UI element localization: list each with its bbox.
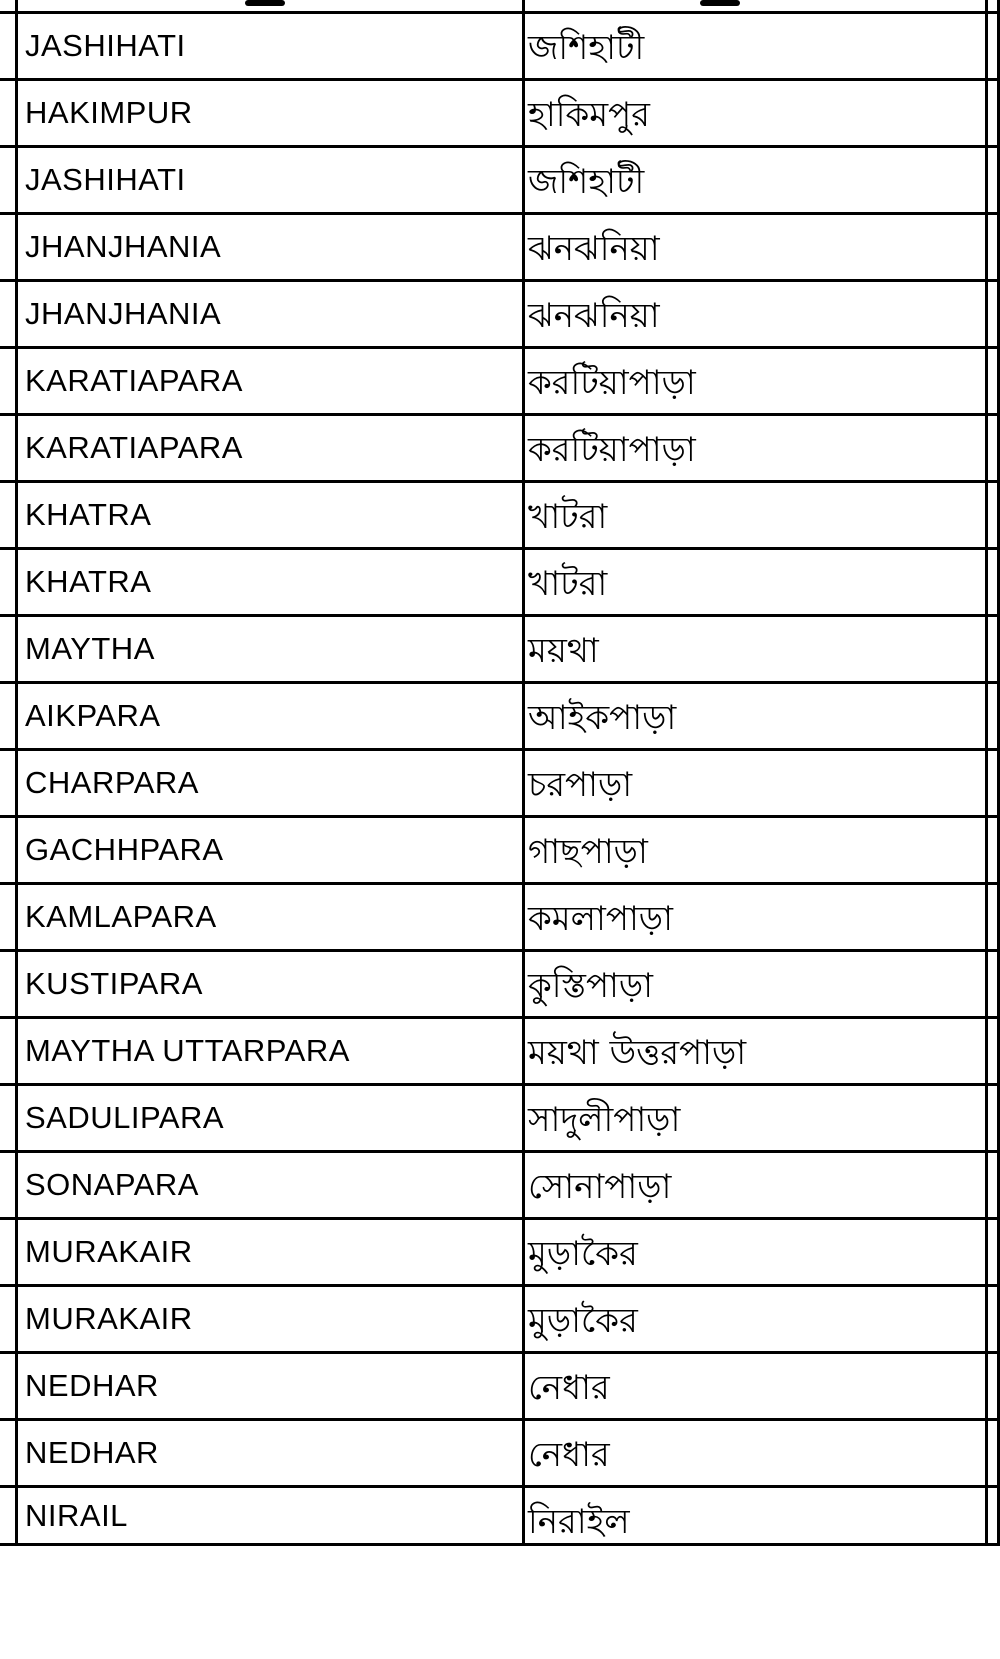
english-name-cell: AIKPARA — [25, 698, 161, 733]
table-row — [0, 1488, 1000, 1546]
bengali-name-cell: কমলাপাড়া — [528, 899, 673, 939]
english-name-cell: MURAKAIR — [25, 1301, 193, 1336]
english-name-cell: NIRAIL — [25, 1497, 128, 1533]
table-row — [0, 751, 1000, 818]
bengali-name-cell: জশিহাটী — [528, 28, 645, 68]
english-name-cell: NEDHAR — [25, 1368, 159, 1403]
english-name-cell: KARATIAPARA — [25, 430, 243, 465]
table-left-border — [15, 0, 18, 1546]
bengali-name-cell: মুড়াকৈর — [528, 1301, 638, 1341]
header-text-fragment — [245, 0, 285, 6]
bengali-name-cell: জশিহাটী — [528, 162, 645, 202]
english-name-cell: SONAPARA — [25, 1167, 199, 1202]
table-right-border — [985, 0, 988, 1546]
bengali-name-cell: খাটরা — [528, 497, 608, 537]
bengali-name-cell: চরপাড়া — [528, 765, 633, 805]
table-row — [0, 215, 1000, 282]
bengali-name-cell: সাদুলীপাড়া — [528, 1100, 681, 1140]
english-name-cell: JHANJHANIA — [25, 296, 222, 331]
english-name-cell: MURAKAIR — [25, 1234, 193, 1269]
table-row — [0, 148, 1000, 215]
header-text-fragment — [700, 0, 740, 6]
bengali-name-cell: হাকিমপুর — [528, 95, 650, 135]
english-name-cell: KHATRA — [25, 497, 152, 532]
table-row — [0, 282, 1000, 349]
table-row — [0, 1220, 1000, 1287]
english-name-cell: KAMLAPARA — [25, 899, 217, 934]
english-name-cell: KHATRA — [25, 564, 152, 599]
english-name-cell: HAKIMPUR — [25, 95, 193, 130]
english-name-cell: GACHHPARA — [25, 832, 224, 867]
bengali-name-cell: গাছপাড়া — [528, 832, 648, 872]
table-row — [0, 1354, 1000, 1421]
bengali-name-cell: ময়থা উত্তরপাড়া — [528, 1033, 747, 1073]
english-name-cell: JHANJHANIA — [25, 229, 222, 264]
english-name-cell: MAYTHA UTTARPARA — [25, 1033, 350, 1068]
table-row — [0, 1086, 1000, 1153]
english-name-cell: SADULIPARA — [25, 1100, 225, 1135]
bengali-name-cell: নেধার — [528, 1368, 610, 1408]
table-row — [0, 885, 1000, 952]
english-name-cell: KUSTIPARA — [25, 966, 203, 1001]
english-name-cell: NEDHAR — [25, 1435, 159, 1470]
table-row — [0, 684, 1000, 751]
english-name-cell: CHARPARA — [25, 765, 199, 800]
table-row — [0, 952, 1000, 1019]
english-name-cell: MAYTHA — [25, 631, 155, 666]
table-row — [0, 1153, 1000, 1220]
bengali-name-cell: করটিয়াপাড়া — [528, 430, 696, 470]
bengali-name-cell: নেধার — [528, 1435, 610, 1475]
bengali-name-cell: নিরাইল — [528, 1502, 630, 1542]
english-name-cell: JASHIHATI — [25, 162, 186, 197]
bengali-name-cell: ময়থা — [528, 631, 599, 671]
table-row — [0, 550, 1000, 617]
bengali-name-cell: ঝনঝনিয়া — [528, 296, 660, 336]
bengali-name-cell: করটিয়াপাড়া — [528, 363, 696, 403]
table-column-divider — [522, 0, 525, 1546]
table-row — [0, 416, 1000, 483]
bengali-name-cell: ঝনঝনিয়া — [528, 229, 660, 269]
bengali-name-cell: মুড়াকৈর — [528, 1234, 638, 1274]
table-row — [0, 617, 1000, 684]
table-row — [0, 81, 1000, 148]
bengali-name-cell: আইকপাড়া — [528, 698, 677, 738]
table-row — [0, 1287, 1000, 1354]
table-row — [0, 349, 1000, 416]
bengali-name-cell: খাটরা — [528, 564, 608, 604]
table-row — [0, 1421, 1000, 1488]
table-row — [0, 818, 1000, 885]
english-name-cell: KARATIAPARA — [25, 363, 243, 398]
table-row — [0, 14, 1000, 81]
table-row — [0, 1019, 1000, 1086]
table-row — [0, 483, 1000, 550]
english-name-cell: JASHIHATI — [25, 28, 186, 63]
bengali-name-cell: কুস্তিপাড়া — [528, 966, 654, 1006]
bengali-name-cell: সোনাপাড়া — [528, 1167, 672, 1207]
